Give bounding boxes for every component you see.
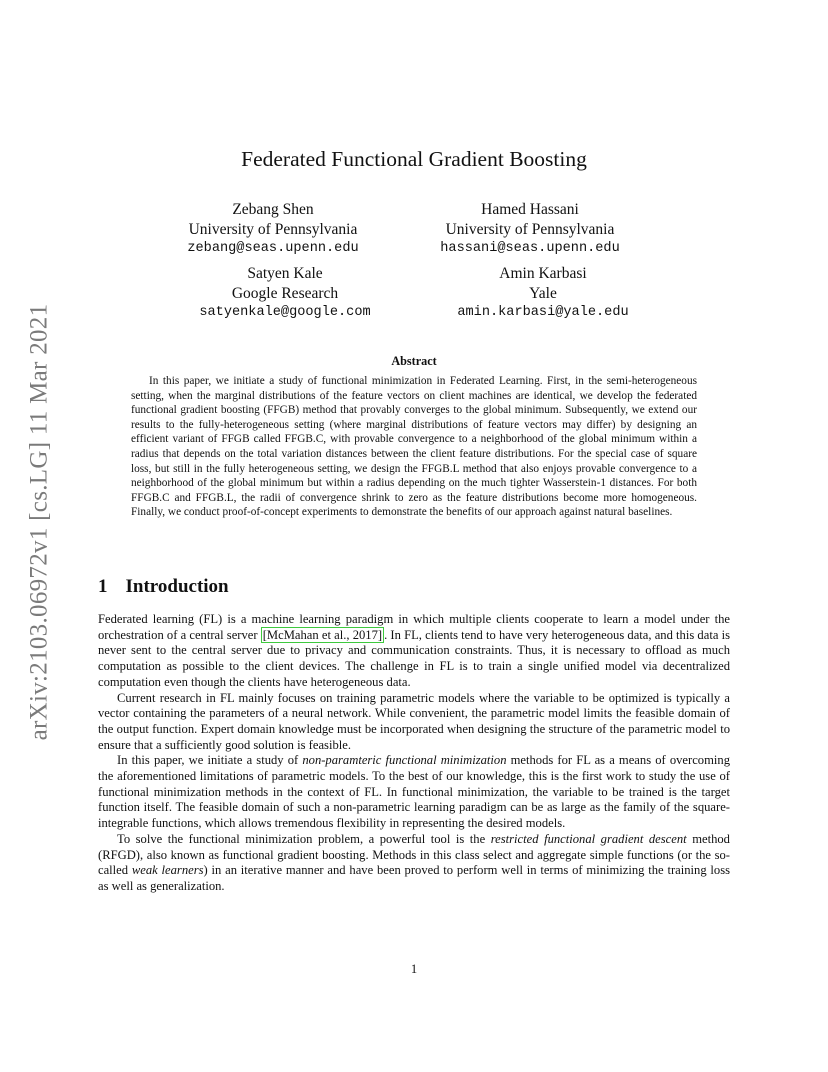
author-block	[400, 200, 660, 259]
author-email[interactable]: zebang@seas.upenn.edu	[187, 241, 359, 256]
author-name: Hamed Hassani	[481, 201, 579, 218]
paragraph: Current research in FL mainly focuses on training parametric models where the variable to be optimized is typically a vector containing the parameters of a neural network. While convenient, the parametric model limits the feasible domain of the output function. Expert domain knowledge must be incorporated when designing the structure of the parametric model to ensure that a sufficiently good solution is feasible.	[98, 690, 730, 752]
paragraph	[98, 832, 730, 895]
author-name: Satyen Kale	[247, 265, 323, 282]
paragraph-text: To solve the functional minimization problem, a powerful tool is the	[117, 831, 491, 846]
author-name: Amin Karbasi	[499, 265, 587, 282]
author-email[interactable]: amin.karbasi@yale.edu	[457, 305, 629, 320]
citation-link[interactable]: [McMahan et al., 2017]	[262, 627, 383, 642]
paragraph-text: In this paper, we initiate a study of	[117, 753, 303, 768]
body-text	[98, 612, 730, 895]
author-block	[143, 200, 403, 259]
section-number: 1	[98, 576, 108, 597]
abstract-heading: Abstract	[391, 354, 437, 368]
paragraph-text: ) in an iterative manner and have been proved to perform well in terms of minimizing the training loss as well as generalization.	[98, 863, 731, 893]
author-email[interactable]: satyenkale@google.com	[199, 305, 371, 320]
emphasis-text: non-paramteric functional minimization	[302, 753, 507, 768]
section-heading	[98, 576, 229, 598]
author-affiliation: Yale	[529, 284, 557, 302]
emphasis-text: restricted functional gradient descent	[490, 831, 687, 846]
author-block	[413, 264, 673, 323]
paragraph-text: method (RFGD), also known as functional gradient boosting. Methods in this class select and aggregate simple functions (or the so-called	[98, 831, 730, 878]
paragraph	[98, 753, 730, 832]
abstract-text: In this paper, we initiate a study of functional minimization in Federated Learning. First, in the semi-heterogeneous setting, when the marginal distributions of the feature vectors on client machines are identical, we develop the federated functional gradient boosting (FFGB) method that provably converges to the global minimum. Subsequently, we extend our results to the fully-heterogeneous setting (where marginal distributions of feature vectors may differ) by designing an efficient variant of FFGB called FFGB.C, with provable convergence to a neighborhood of the global minimum within a radius that depends on the total variation distances between the client feature distributions. For the special case of square loss, but still in the fully heterogeneous setting, we design the FFGB.L method that also enjoys provable convergence to a neighborhood of the global minimum but within a radius depending on the much tighter Wasserstein-1 distances. For both FFGB.C and FFGB.L, the radii of convergence shrink to zero as the feature distributions become more homogeneous. Finally, we conduct proof-of-concept experiments to demonstrate the benefits of our approach against natural baselines.	[131, 375, 697, 519]
author-affiliation: University of Pennsylvania	[188, 220, 358, 238]
author-name: Zebang Shen	[232, 201, 314, 218]
paragraph-text: Federated learning (FL) is a machine learning paradigm in which multiple clients cooperate to learn a model under the orchestration of a central server	[98, 612, 730, 642]
paragraph-text: methods for FL as a means of overcoming the aforementioned limitations of parametric models. To the best of our knowledge, this is the first work to study the use of functional minimization methods in the context of FL. In functional minimization, the variable to be trained is the target function itself. The feasible domain of such a non-parametric learning paradigm can be as large as the family of the square-integrable functions, which allows tremendous flexibility in representing the desired models.	[98, 753, 730, 831]
author-affiliation: University of Pennsylvania	[445, 220, 615, 238]
emphasis-text: weak learners	[131, 863, 204, 878]
paragraph-text: . In FL, clients tend to have very heterogeneous data, and this data is never sent to the central server due to privacy and communication constraints. Thus, it is necessary to offload as much computation as possible to the client devices. The challenge in FL is to train a single unified model via decentralized computation even though the clients have heterogeneous data.	[98, 627, 730, 689]
section-title: Introduction	[125, 576, 229, 597]
author-block	[155, 264, 415, 323]
author-email[interactable]: hassani@seas.upenn.edu	[440, 241, 620, 256]
page-number: 1	[410, 962, 418, 976]
author-affiliation: Google Research	[231, 284, 339, 302]
arxiv-identifier: arXiv:2103.06972v1 [cs.LG] 11 Mar 2021	[25, 303, 53, 741]
paper-title: Federated Functional Gradient Boosting	[241, 147, 587, 171]
paragraph	[98, 612, 730, 691]
